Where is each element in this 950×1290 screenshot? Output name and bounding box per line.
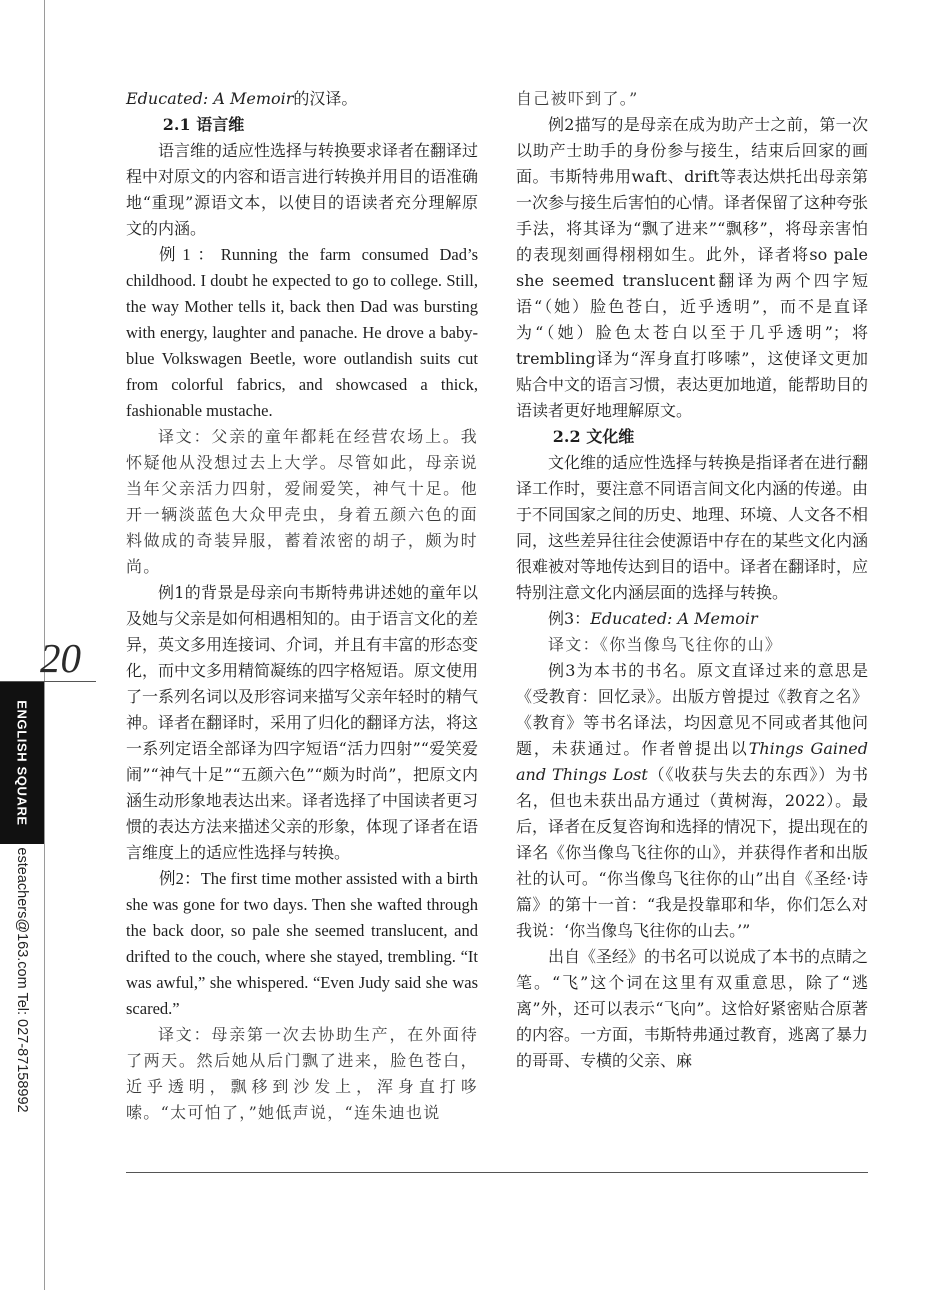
magazine-name: ENGLISH SQUARE	[14, 700, 30, 826]
paragraph-example-1-analysis: 例1的背景是母亲向韦斯特弗讲述她的童年以及她与父亲是如何相遇相知的。由于语言文化的差异，英文多用连接词、介词，并且有丰富的形态变化，而中文多用精简凝练的四字格短语。原文使用了一系列名词以及形容词来描写父亲年轻时的精气神。译者在翻译时，采用了归化的翻译方法，将这一系列定语全部译为四字短语“活力四射”“爱笑爱闹”“神气十足”“五颜六色”“颇为时尚”，把原文内涵生动形象地表达出来。译者选择了中国读者更习惯的表达方法来描述父亲的形象，体现了译者在语言维度上的适应性选择与转换。	[126, 583, 479, 862]
paragraph-cultural-dimension: 文化维的适应性选择与转换是指译者在进行翻译工作时，要注意不同语言间文化内涵的传递。由于不同国家之间的历史、地理、环境、人文各不相同，这些差异往往会使源语中存在的某些文化内涵很难被对等地传达到目的语中。译者在翻译时，应特别注意文化内涵层面的选择与转换。	[516, 453, 869, 602]
example-3-translation: 译文：《你当像鸟飞往你的山》	[548, 635, 783, 654]
example-2: 例2：The first time mother assisted with a birth she was gone for two days. Then she wafted through the back door, so pale she seemed translucent, and drifted to the couch, where she stayed, trembling. “It was awful,” she whispered. “Even Judy said she was scared.”	[126, 869, 479, 1018]
magazine-tab	[0, 682, 44, 844]
paragraph-example-3-analysis: 例3为本书的书名。原文直译过来的意思是《受教育：回忆录》。出版方曾提过《教育之名》《教育》等书名译法，均因意见不同或者其他问题，未获通过。作者曾提出以Things Gained and Things Lost（《收获与失去的东西》）为书名，但也未获出品方通过（黄树海，2022）。最后，译者在反复咨询和选择的情况下，提出现在的译名《你当像鸟飞往你的山》，并获得作者和出版社的认可。“你当像鸟飞往你的山”出自《圣经·诗篇》的第十一首：“我是投靠耶和华，你们怎么对我说：‘你当像鸟飞往你的山去。’”	[516, 661, 869, 940]
footer-rule	[126, 1172, 868, 1173]
example-2-translation-continued: 自己被吓到了。”	[516, 89, 639, 108]
section-heading-2-2: 2.2 文化维	[552, 427, 635, 446]
paragraph-title-significance: 出自《圣经》的书名可以说成了本书的点睛之笔。“飞”这个词在这里有双重意思，除了“逃离”外，还可以表示“飞向”。这恰好紧密贴合原著的内容。一方面，韦斯特弗通过教育，逃离了暴力的哥哥、专横的父亲、麻	[516, 947, 869, 1070]
intro-line: Educated: A Memoir的汉译。	[126, 89, 358, 108]
example-3: 例3：Educated: A Memoir	[548, 609, 758, 628]
book-title: Educated: A Memoir	[126, 89, 294, 108]
example-1-translation: 译文：父亲的童年都耗在经营农场上。我怀疑他从没想过去上大学。尽管如此，母亲说当年父亲活力四射，爱闹爱笑，神气十足。他开一辆淡蓝色大众甲壳虫，身着五颜六色的面料做成的奇装异服，蓄着浓密的胡子，颇为时尚。	[126, 427, 478, 576]
paragraph-language-dimension: 语言维的适应性选择与转换要求译者在翻译过程中对原文的内容和语言进行转换并用目的语准确地“重现”源语文本，以使目的语读者充分理解原文的内涵。	[126, 141, 479, 238]
section-heading-2-1: 2.1 语言维	[162, 115, 245, 134]
contact-info: esteachers@163.com Tel: 027-87158992	[14, 847, 30, 1113]
left-column	[126, 86, 478, 1126]
page-number: 20	[40, 635, 81, 681]
example-1: 例1：Running the farm consumed Dad’s childhood. I doubt he expected to go to college. Still, the way Mother tells it, back then Dad was bursting with energy, laughter and panache. He drove a baby-blue Volkswagen Beetle, wore outlandish suits cut from colorful fabrics, and showcased a thick, fashionable mustache.	[126, 245, 479, 420]
example-2-translation: 译文：母亲第一次去协助生产，在外面待了两天。然后她从后门飘了进来，脸色苍白，近乎透明，飘移到沙发上，浑身直打哆嗦。“太可怕了，”她低声说，“连朱迪也说	[126, 1025, 478, 1122]
paragraph-example-2-analysis: 例2描写的是母亲在成为助产士之前，第一次以助产士助手的身份参与接生，结束后回家的画面。韦斯特弗用waft、drift等表达烘托出母亲第一次参与接生后害怕的心情。译者保留了这种夸张手法，将其译为“飘了进来”“飘移”，将母亲害怕的表现刻画得栩栩如生。此外，译者将so pale she seemed translucent翻译为两个四字短语“（她）脸色苍白，近乎透明”，而不是直译为“（她）脸色太苍白以至于几乎透明”；将trembling译为“浑身直打哆嗦”，这使译文更加贴合中文的语言习惯，表达更加地道，能帮助目的语读者更好地理解原文。	[516, 115, 869, 420]
right-column	[516, 86, 868, 1074]
